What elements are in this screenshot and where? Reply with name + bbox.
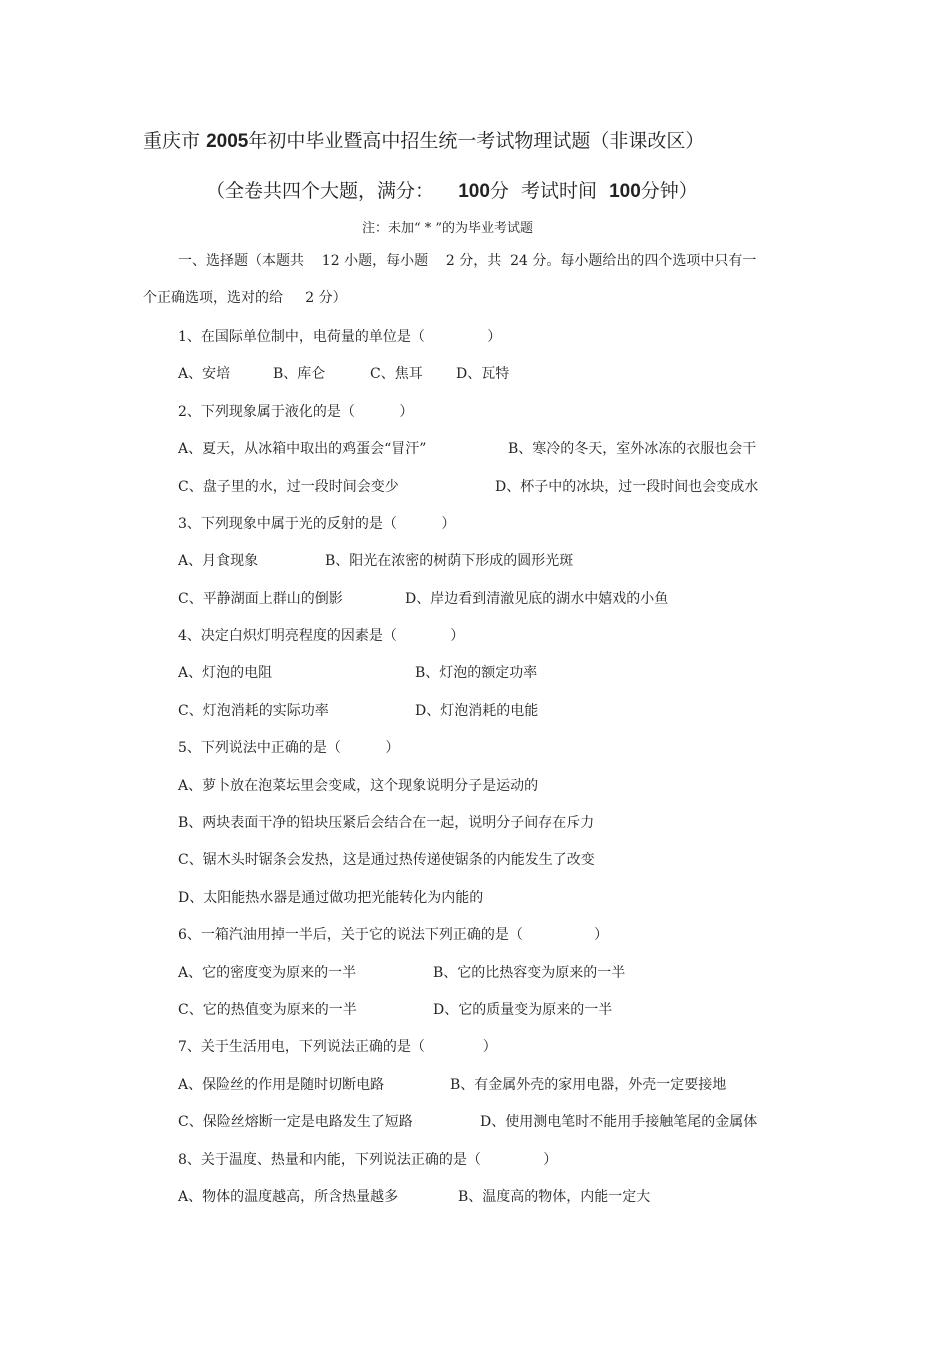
option-text: A、灯泡的电阻 [178, 665, 273, 681]
full-score: 100 [458, 181, 490, 202]
question-stem: 7、关于生活用电，下列说法正确的是（ ） [178, 1039, 497, 1055]
option-text: D、岸边看到清澈见底的湖水中嬉戏的小鱼 [405, 591, 669, 607]
option-text: D、太阳能热水器是通过做功把光能转化为内能的 [178, 890, 484, 906]
question-stem: 3、下列现象中属于光的反射的是（ ） [178, 516, 456, 532]
option-text: D、杯子中的冰块，过一段时间也会变成水 [495, 479, 759, 495]
question-stem: 1、在国际单位制中，电荷量的单位是（ ） [178, 329, 502, 345]
subtitle-part-b: 分 考试时间 [489, 180, 597, 202]
option-text: A、萝卜放在泡菜坛里会变咸，这个现象说明分子是运动的 [178, 778, 539, 794]
option-text: C、锯木头时锯条会发热，这是通过热传递使锯条的内能发生了改变 [178, 852, 595, 868]
exam-title [143, 128, 704, 155]
question-stem: 6、一箱汽油用掉一半后，关于它的说法下列正确的是（ ） [178, 927, 609, 943]
option-text: B、它的比热容变为原来的一半 [433, 965, 626, 981]
option-text: B、灯泡的额定功率 [415, 665, 538, 681]
exam-subtitle [206, 178, 698, 205]
option-text: A、安培 [178, 366, 231, 382]
title-year: 2005 [206, 131, 249, 152]
option-text: C、灯泡消耗的实际功率 [178, 703, 329, 719]
option-text: D、瓦特 [456, 366, 510, 382]
exam-time: 100 [609, 181, 641, 202]
title-city: 重庆市 [143, 130, 201, 152]
option-text: A、保险丝的作用是随时切断电路 [178, 1077, 385, 1093]
option-text: A、物体的温度越高，所含热量越多 [178, 1189, 399, 1205]
option-text: C、它的热值变为原来的一半 [178, 1002, 357, 1018]
option-text: A、夏天，从冰箱中取出的鸡蛋会“冒汗” [178, 441, 427, 457]
section-instructions-line2: 个正确选项，选对的给 2 分） [143, 290, 347, 306]
option-text: D、使用测电笔时不能用手接触笔尾的金属体 [480, 1114, 758, 1130]
option-text: B、库仑 [273, 366, 326, 382]
option-text: A、月食现象 [178, 553, 259, 569]
subtitle-part-c: 分钟） [640, 180, 698, 202]
option-text: C、平静湖面上群山的倒影 [178, 591, 343, 607]
title-rest: 年初中毕业暨高中招生统一考试物理试题（非课改区） [248, 130, 705, 152]
question-stem: 2、下列现象属于液化的是（ ） [178, 404, 414, 420]
option-text: A、它的密度变为原来的一半 [178, 965, 357, 981]
option-text: C、保险丝熔断一定是电路发生了短路 [178, 1114, 413, 1130]
exam-note: 注：未加“ * ”的为毕业考试题 [362, 221, 534, 236]
subtitle-part-a: （全卷共四个大题，满分： [206, 180, 435, 202]
option-text: B、温度高的物体，内能一定大 [458, 1189, 651, 1205]
option-text: B、阳光在浓密的树荫下形成的圆形光斑 [325, 553, 574, 569]
option-text: D、灯泡消耗的电能 [415, 703, 539, 719]
option-text: C、焦耳 [370, 366, 423, 382]
question-stem: 8、关于温度、热量和内能，下列说法正确的是（ ） [178, 1152, 558, 1168]
option-text: C、盘子里的水，过一段时间会变少 [178, 479, 399, 495]
option-text: B、有金属外壳的家用电器，外壳一定要接地 [450, 1077, 727, 1093]
question-stem: 5、下列说法中正确的是（ ） [178, 740, 400, 756]
question-stem: 4、决定白炽灯明亮程度的因素是（ ） [178, 628, 465, 644]
option-text: B、寒冷的冬天，室外冰冻的衣服也会干 [508, 441, 757, 457]
option-text: D、它的质量变为原来的一半 [433, 1002, 613, 1018]
option-text: B、两块表面干净的铅块压紧后会结合在一起，说明分子间存在斥力 [178, 815, 595, 831]
section-instructions-line1: 一、选择题（本题共 12 小题，每小题 2 分，共 24 分。每小题给出的四个选项中只有一 [178, 253, 757, 269]
